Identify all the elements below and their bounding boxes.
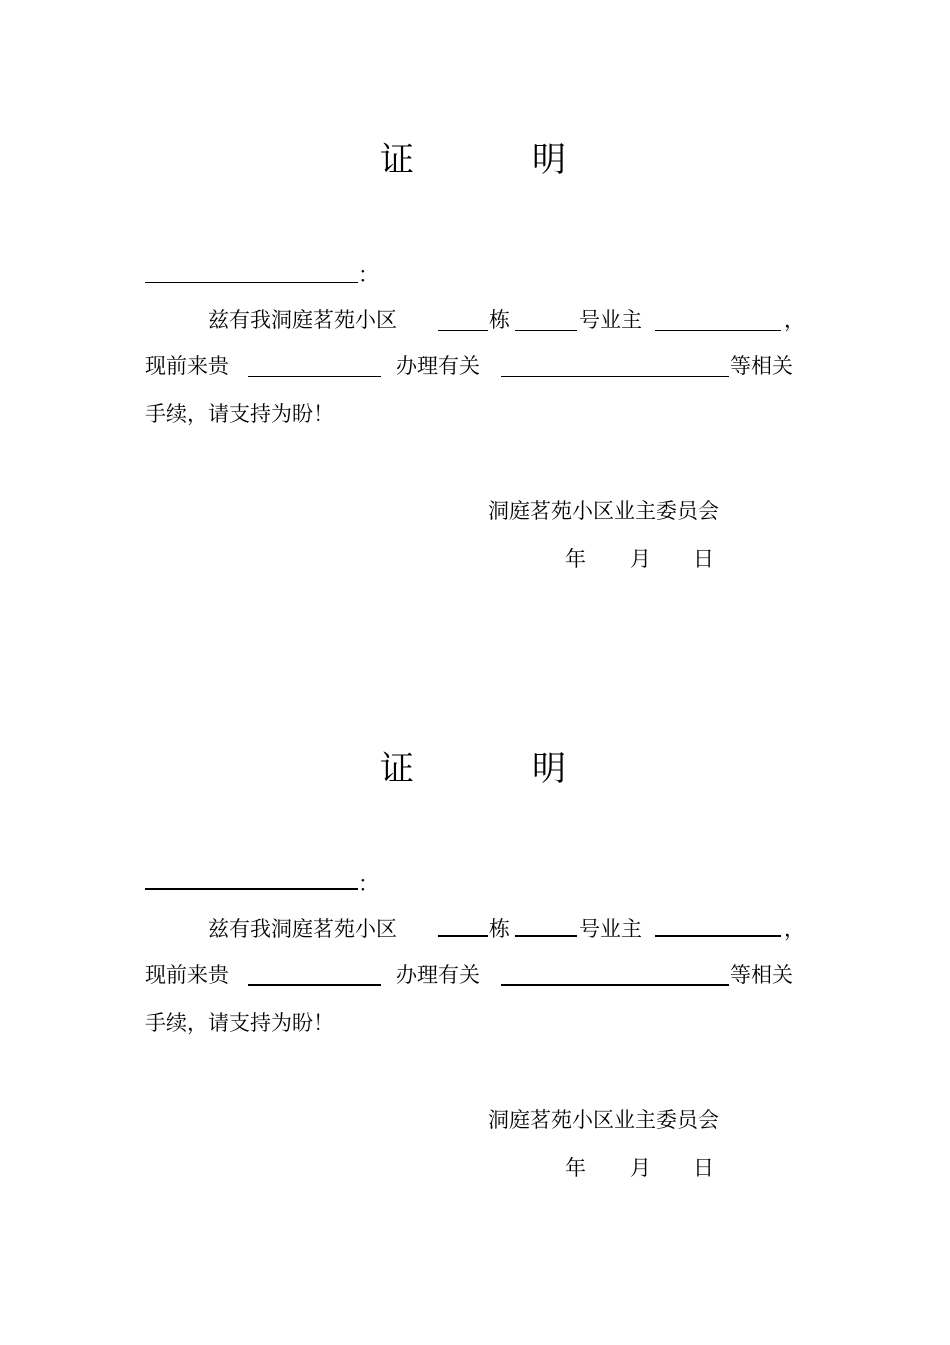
building-blank: [438, 935, 488, 937]
related-label: 等相关: [730, 963, 793, 987]
handle-label: 办理有关: [396, 354, 480, 378]
month-label: 月: [630, 1156, 651, 1180]
building-blank: [438, 330, 488, 331]
recipient-colon: ：: [358, 872, 379, 896]
day-label: 日: [693, 547, 714, 571]
matter-blank: [501, 376, 729, 377]
comma: ，: [784, 917, 805, 941]
recipient-blank: [145, 282, 358, 283]
issuer-name: 洞庭茗苑小区业主委员会: [488, 1108, 719, 1132]
matter-blank: [501, 984, 729, 986]
title-char-right: 明: [532, 140, 566, 180]
unit-number-blank: [515, 330, 577, 331]
issuer-name: 洞庭茗苑小区业主委员会: [488, 499, 719, 523]
visit-text: 现前来贵: [145, 963, 229, 987]
title-char-left: 证: [380, 749, 414, 789]
building-label: 栋: [489, 308, 510, 332]
day-label: 日: [693, 1156, 714, 1180]
intro-text: 兹有我洞庭茗苑小区: [208, 917, 397, 941]
intro-text: 兹有我洞庭茗苑小区: [208, 308, 397, 332]
month-label: 月: [630, 547, 651, 571]
year-label: 年: [565, 1156, 586, 1180]
owner-name-blank: [655, 935, 781, 937]
title-char-left: 证: [380, 140, 414, 180]
recipient-blank: [145, 888, 358, 890]
visit-text: 现前来贵: [145, 354, 229, 378]
unit-number-blank: [515, 935, 577, 937]
institution-blank: [248, 376, 381, 377]
owner-label: 号业主: [579, 917, 642, 941]
comma: ，: [784, 308, 805, 332]
closing-text: 手续，请支持为盼！: [145, 1011, 334, 1035]
owner-label: 号业主: [579, 308, 642, 332]
owner-name-blank: [655, 330, 781, 331]
recipient-colon: ：: [358, 263, 379, 287]
title-char-right: 明: [532, 749, 566, 789]
institution-blank: [248, 984, 381, 986]
handle-label: 办理有关: [396, 963, 480, 987]
year-label: 年: [565, 547, 586, 571]
certificate-2: [0, 609, 950, 1219]
related-label: 等相关: [730, 354, 793, 378]
closing-text: 手续，请支持为盼！: [145, 402, 334, 426]
building-label: 栋: [489, 917, 510, 941]
certificate-1: [0, 0, 950, 610]
